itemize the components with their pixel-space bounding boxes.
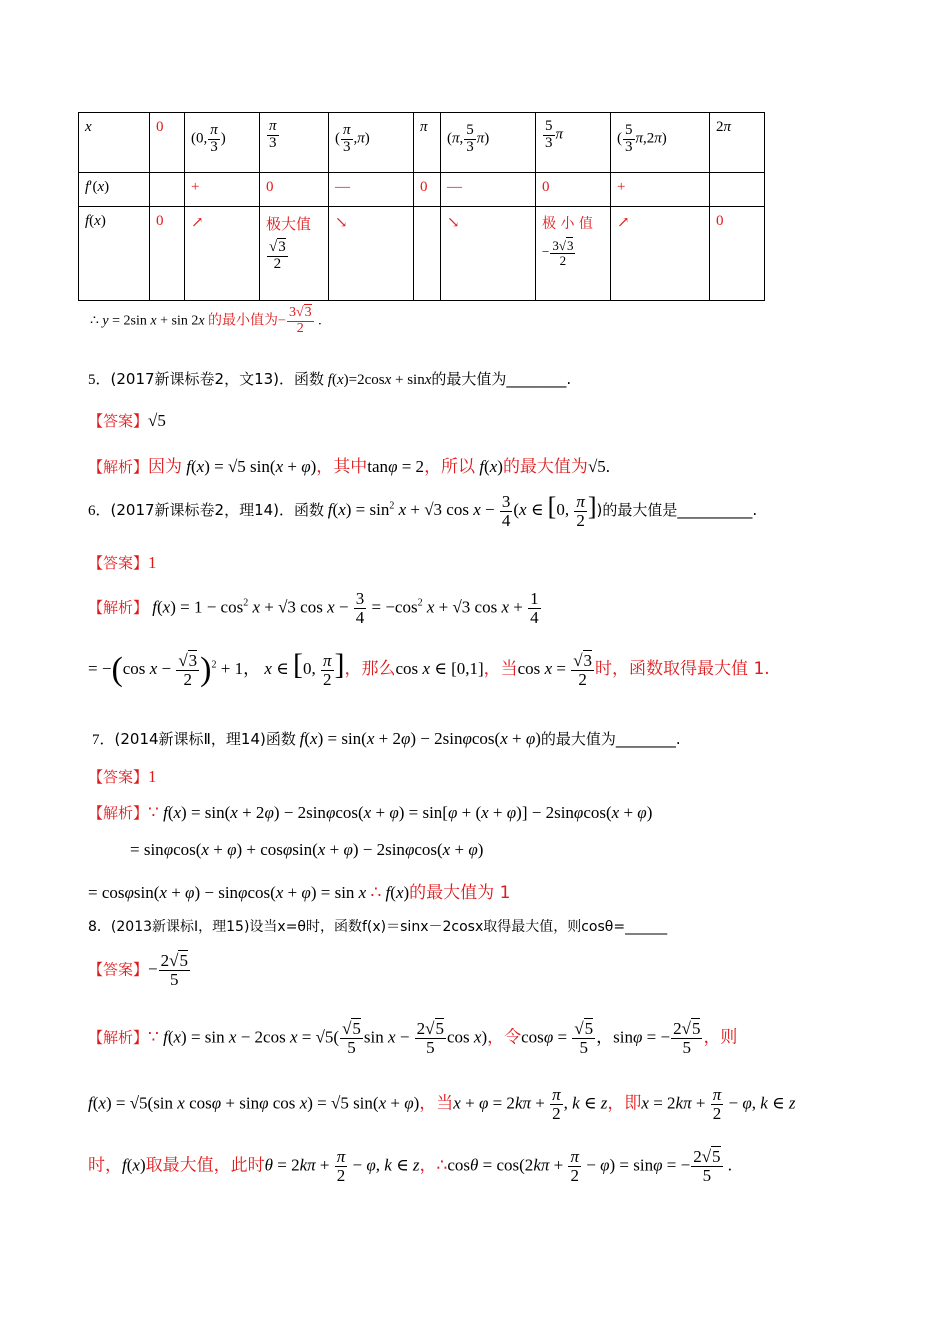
q8-analysis-3: 时，f(x)取最大值，此时θ = 2kπ + $\frac{\pi}{2}$ − φ, k ∈ z，∴cosθ = cos(2kπ + $\frac{\pi}{2}$ − φ) = sinφ = − $\frac{2√5}{5}$ . [88,1147,733,1185]
local-max-label: 极大值 [266,215,312,233]
cell-f-9: 0 [710,207,765,301]
q6-question: 6．(2017新课标卷2，理14)．函数 $f(x) = \sin^2 x + √3$ cos x − $\frac{3}{4}$ (x ∈ [0, $\frac{\pi}{2}$ ])的最大值是__________. [88,491,758,530]
q7-analysis-1: 【解析】∵ f(x) = sin(x + 2φ) − 2sinφcos(x + φ) = sin[φ + (x + φ)] − 2sinφcos(x + φ) [88,803,653,822]
cell-x-interval1: (0, $\frac{\pi}{3}$ ) [185,113,260,173]
cell-f-header: f(x) [79,207,150,301]
cell-fp-3: 0 [260,173,329,207]
q6-analysis-2: = −(cos x − $\frac{√3}{2}$ )$^2$ + 1， x ∈ [0, $\frac{\pi}{2}$ ]，那么cos x ∈ [0,1]，当cos x = $\frac{√3}{2}$ 时，函数取得最大值 1. [88,648,770,689]
q7-question: 7．(2014新课标Ⅱ，理14)函数 f(x) = sin(x + 2φ) − 2sinφcos(x + φ)的最大值为________. [92,729,681,748]
cell-fp-8: + [611,173,710,207]
local-min-value: − $\frac{3√3}{2}$ [542,238,574,268]
cell-f-4: ↘ [329,207,414,301]
conclusion-line: ∴ y = 2sin x + sin 2x 的最小值为− $\frac{3√3}{2}$ . [90,305,322,336]
cell-f-2: ↗ [185,207,260,301]
cell-fp-6: — [441,173,536,207]
cell-x-interval3: (π, $\frac{5}{3}$ π) [441,113,536,173]
cell-f-5 [414,207,441,301]
cell-f-7 [536,207,611,301]
cell-fp-1 [150,173,185,207]
cell-f-6: ↘ [441,207,536,301]
cell-x-interval2: ( $\frac{\pi}{3}$ ,π) [329,113,414,173]
q7-analysis-2: = sinφcos(x + φ) + cosφsin(x + φ) − 2sinφcos(x + φ) [130,840,484,859]
cell-f-1: 0 [150,207,185,301]
q5-answer: 【答案】√5 [88,411,166,430]
q8-analysis-2: f(x) = √5(sin x cosφ + sinφ cos x) = √5 sin(x + φ)，当x + φ = 2kπ + $\frac{\pi}{2}$ , k ∈ z，即x = 2kπ + $\frac{\pi}{2}$ − φ, k ∈ z [88,1085,796,1123]
cell-fp-2: + [185,173,260,207]
q8-question: 8．(2013新课标Ⅰ，理15)设当x=θ时，函数f(x)＝sinx－2cosx取得最大值，则cosθ=______ [88,919,668,935]
local-min-label: 极 小 值 [542,216,593,232]
cell-x-pi3: $\frac{\pi}{3}$ [260,113,329,173]
conclusion-text: 的最小值为 [208,312,279,329]
cell-f-8: ↗ [611,207,710,301]
cell-x-interval4: ( $\frac{5}{3}$ π,2π) [611,113,710,173]
q8-answer: 【答案】− $\frac{2√5}{5}$ [88,951,188,989]
derivative-table [78,112,765,301]
cell-x-header: x [79,113,150,173]
cell-x-5pi3: $\frac{5}{3}$ π [536,113,611,173]
q7-analysis-3: = cosφsin(x + φ) − sinφcos(x + φ) = sin x ∴ f(x)的最大值为 1 [88,883,511,903]
cell-x-pi: π [414,113,441,173]
cell-fp-4: — [329,173,414,207]
q6-analysis-1: 【解析】 $f(x) = 1 - \cos^2 x + √3$ cos x − $\frac{3}{4}$ = $-\cos^2$ x + √3 cos x + $\frac{1}{4}$ [88,589,539,627]
cell-fp-5: 0 [414,173,441,207]
cell-fp-header: f′(x) [79,173,150,207]
cell-fp-9 [710,173,765,207]
cell-f-3 [260,207,329,301]
q8-analysis-1: 【解析】∵ f(x) = sin x − 2cos x = √5( $\frac{√5}{5}$ sin x − $\frac{2√5}{5}$ cos x)，令cosφ = $\frac{√5}{5}$ ，sinφ = − $\frac{2√5}{5}$ ，则 [88,1019,738,1057]
cell-fp-7: 0 [536,173,611,207]
local-max-value: $\frac{√3}{2}$ [269,239,286,272]
q6-answer: 【答案】1 [88,553,157,572]
q5-question: 5．(2017新课标卷2，文13)．函数 f(x)=2cosx + sinx的最大值为________. [88,370,572,388]
cell-x-2pi: 2π [710,113,765,173]
q7-answer: 【答案】1 [88,767,157,786]
cell-x-0: 0 [150,113,185,173]
q5-analysis: 【解析】因为 f(x) = √5 sin(x + φ)，其中tanφ = 2，所以 f(x)的最大值为√5. [88,457,611,477]
